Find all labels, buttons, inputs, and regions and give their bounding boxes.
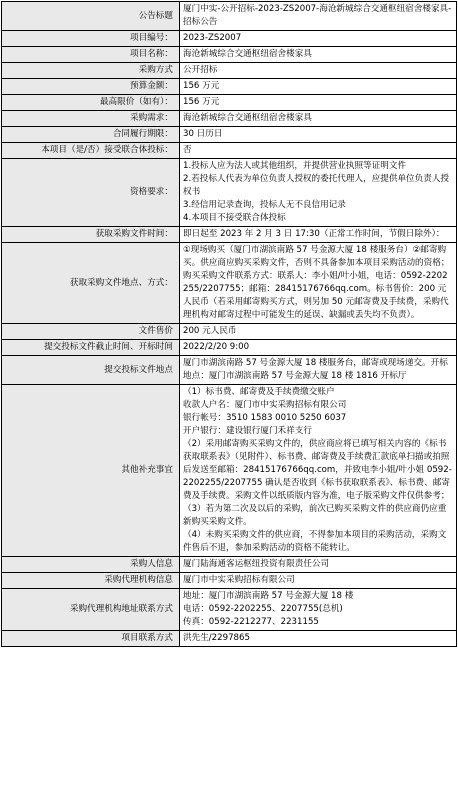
value-line: （4）未购买采购文件的供应商，不得参加本项目的采购活动，采购文件售后不退，参加采购活动的资格不能转让。 xyxy=(183,530,447,553)
row-value xyxy=(180,356,457,385)
info-row xyxy=(2,227,457,243)
value-line: 传真：0592-2212277、2231155 xyxy=(183,617,319,627)
value-line: 4.本项目不接受联合体投标 xyxy=(183,213,286,223)
row-label: 预算金额： xyxy=(2,79,180,95)
value-line: 30 日历日 xyxy=(183,129,223,139)
row-value xyxy=(180,557,457,573)
row-value xyxy=(180,111,457,127)
value-line: 否 xyxy=(183,145,192,155)
row-label: 项目编号： xyxy=(2,31,180,47)
value-line: 公开招标 xyxy=(183,65,218,75)
value-line: 即日起至 2023 年 2 月 3 日 17:30（正常工作时间，节假日除外）： xyxy=(183,229,445,239)
info-row xyxy=(2,95,457,111)
row-value xyxy=(180,243,457,324)
value-line: （2）采用邮寄购买采购文件的，供应商应将已填写相关内容的《标书获取联系表》（见附件）、标书费、邮寄费及手续费汇款底单扫描或拍照后发送至邮箱：28415176766qq.com，并致电李小姐/叶小姐 0592-2202255/2207755 确认是否收到《标书获取联系表》、标书费、邮寄费及手续费。采购文件以纸质版内容为准，电子版采购文件仅供参考；（3）若为第二次及以后的采购，前次已购买采购文件的供应商仍应重新购买采购文件。 xyxy=(183,439,452,527)
info-row xyxy=(2,573,457,589)
info-row xyxy=(2,557,457,573)
row-value xyxy=(180,95,457,111)
row-label: 采购方式 xyxy=(2,63,180,79)
value-line: （1）标书费、邮寄费及手续费缴交账户 xyxy=(183,387,335,397)
row-label: 提交投标文件截止时间、开标时间 xyxy=(2,340,180,356)
row-value xyxy=(180,324,457,340)
row-value xyxy=(180,340,457,356)
value-line: 银行帐号：3510 1583 0010 5250 6037 xyxy=(183,413,347,423)
row-label: 最高限价（如有）： xyxy=(2,95,180,111)
row-label: 公告标题 xyxy=(2,2,180,31)
value-line: 3.经信用记录查询，投标人无不良信用记录 xyxy=(183,200,346,210)
row-label: 其他补充事宜 xyxy=(2,385,180,557)
row-label: 提交投标文件地点 xyxy=(2,356,180,385)
row-label: 采购代理机构信息 xyxy=(2,573,180,589)
row-value xyxy=(180,47,457,63)
value-line: 156 万元 xyxy=(183,81,220,91)
value-line: 地址：厦门市湖滨南路 57 号金源大厦 18 楼 xyxy=(183,591,354,601)
row-label: 项目名称： xyxy=(2,47,180,63)
info-row xyxy=(2,356,457,385)
row-value xyxy=(180,227,457,243)
row-label: 采购人信息 xyxy=(2,557,180,573)
row-value xyxy=(180,2,457,31)
row-value xyxy=(180,159,457,227)
row-value xyxy=(180,79,457,95)
info-row xyxy=(2,127,457,143)
value-line: 海沧新城综合交通枢纽宿舍楼家具 xyxy=(183,49,312,59)
info-row xyxy=(2,143,457,159)
info-row xyxy=(2,47,457,63)
info-row xyxy=(2,79,457,95)
value-line: 收款人户名：厦门市中实采购招标有限公司 xyxy=(183,400,347,410)
value-line: 2.若投标人代表为单位负责人授权的委托代理人，应提供单位负责人授权书 xyxy=(183,174,450,197)
row-label: 获取采购文件地点、方式： xyxy=(2,243,180,324)
value-line: 厦门市湖滨南路 57 号金源大厦 18 楼服务台，邮寄或现场递交。开标地点：厦门市湖滨南路 57 号金源大厦 18 楼 1816 开标厅 xyxy=(183,358,448,381)
value-line: 200 元人民币 xyxy=(183,326,237,336)
value-line: 1.投标人应为法人或其他组织，并提供营业执照等证明文件 xyxy=(183,161,407,171)
info-row xyxy=(2,31,457,47)
value-line: 海沧新城综合交通枢纽宿舍楼家具 xyxy=(183,113,312,123)
row-value xyxy=(180,31,457,47)
info-row xyxy=(2,324,457,340)
row-value xyxy=(180,573,457,589)
info-row xyxy=(2,2,457,31)
value-line: 2022/2/20 9:00 xyxy=(183,342,250,352)
info-row xyxy=(2,159,457,227)
value-line: 2023-ZS2007 xyxy=(183,33,242,43)
info-row xyxy=(2,111,457,127)
value-line: 厦门市中实采购招标有限公司 xyxy=(183,575,295,585)
row-label: 资格要求： xyxy=(2,159,180,227)
row-label: 合同履行期限： xyxy=(2,127,180,143)
row-value xyxy=(180,63,457,79)
row-label: 文件售价 xyxy=(2,324,180,340)
row-label: 本项目（是/否）接受联合体投标： xyxy=(2,143,180,159)
row-label: 获取采购文件时间： xyxy=(2,227,180,243)
row-label: 采购需求： xyxy=(2,111,180,127)
info-row xyxy=(2,243,457,324)
value-line: 156 万元 xyxy=(183,97,220,107)
value-line: 厦门中实-公开招标-2023-ZS2007-海沧新城综合交通枢纽宿舍楼家具-招标公告 xyxy=(183,4,452,27)
row-value xyxy=(180,589,457,631)
info-row xyxy=(2,589,457,631)
announcement-table xyxy=(1,1,457,647)
info-row xyxy=(2,385,457,557)
value-line: 厦门陆海通客运枢纽投资有限责任公司 xyxy=(183,559,330,569)
row-label: 采购代理机构地址联系方式 xyxy=(2,589,180,631)
row-value xyxy=(180,631,457,647)
info-row xyxy=(2,63,457,79)
row-label: 项目联系方式 xyxy=(2,631,180,647)
row-value xyxy=(180,127,457,143)
value-line: 开户银行：建设银行厦门禾祥支行 xyxy=(183,426,312,436)
announcement-document xyxy=(0,1,458,647)
value-line: 洪先生/2297865 xyxy=(183,633,250,643)
info-row xyxy=(2,631,457,647)
info-row xyxy=(2,340,457,356)
value-line: ①现场购买（厦门市湖滨南路 57 号金源大厦 18 楼服务台）②邮寄购买。供应商应购买采购文件，否则不具备参加本项目采购活动的资格；购买采购文件联系方式：联系人：李小姐/叶小姐，电话：0592-2202255/2207755；邮箱：28415176766qq.com。标书售价：200 元人民币（若采用邮寄购买方式，则另加 50 元邮寄费及手续费，采购代理机构对邮寄过程中可能发生的延误、缺漏或丢失均不负责）。 xyxy=(183,245,450,320)
row-value xyxy=(180,385,457,557)
value-line: 电话：0592-2202255、2207755(总机) xyxy=(183,604,343,614)
row-value xyxy=(180,143,457,159)
